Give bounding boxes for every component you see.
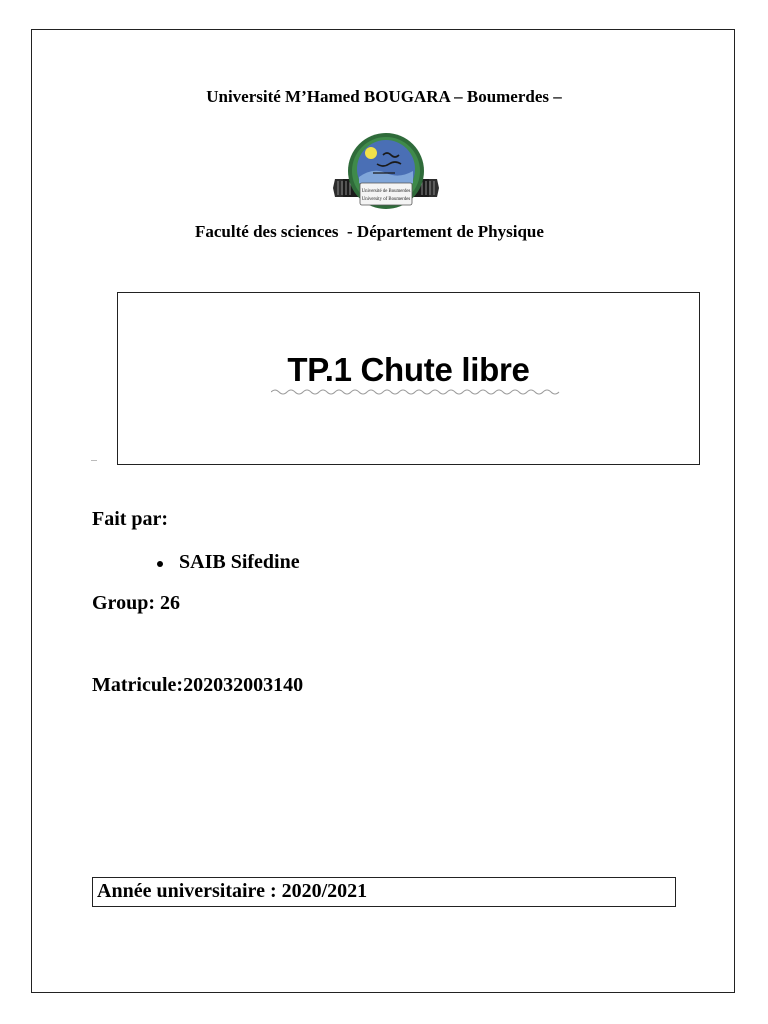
- university-seal-logo-icon: [333, 131, 439, 213]
- logo-line-1: Université de Boumerdes: [361, 189, 411, 194]
- spellcheck-underline: [271, 388, 563, 396]
- author-label: Fait par:: [92, 508, 169, 530]
- matricule-number: Matricule:202032003140: [92, 674, 304, 696]
- document-title: TP.1 Chute libre: [287, 351, 530, 388]
- faculty-department: Faculté des sciences - Département de Physique: [195, 222, 544, 241]
- logo-line-2: University of Boumerdes: [361, 197, 411, 202]
- student-name: SAIB Sifedine: [179, 551, 300, 573]
- bullet-icon: [157, 561, 163, 567]
- university-name: Université M’Hamed BOUGARA – Boumerdes –: [206, 87, 562, 106]
- stray-mark: [91, 460, 97, 461]
- academic-year: Année universitaire : 2020/2021: [97, 880, 368, 902]
- university-logo: [333, 131, 439, 213]
- group-number: Group: 26: [92, 592, 180, 614]
